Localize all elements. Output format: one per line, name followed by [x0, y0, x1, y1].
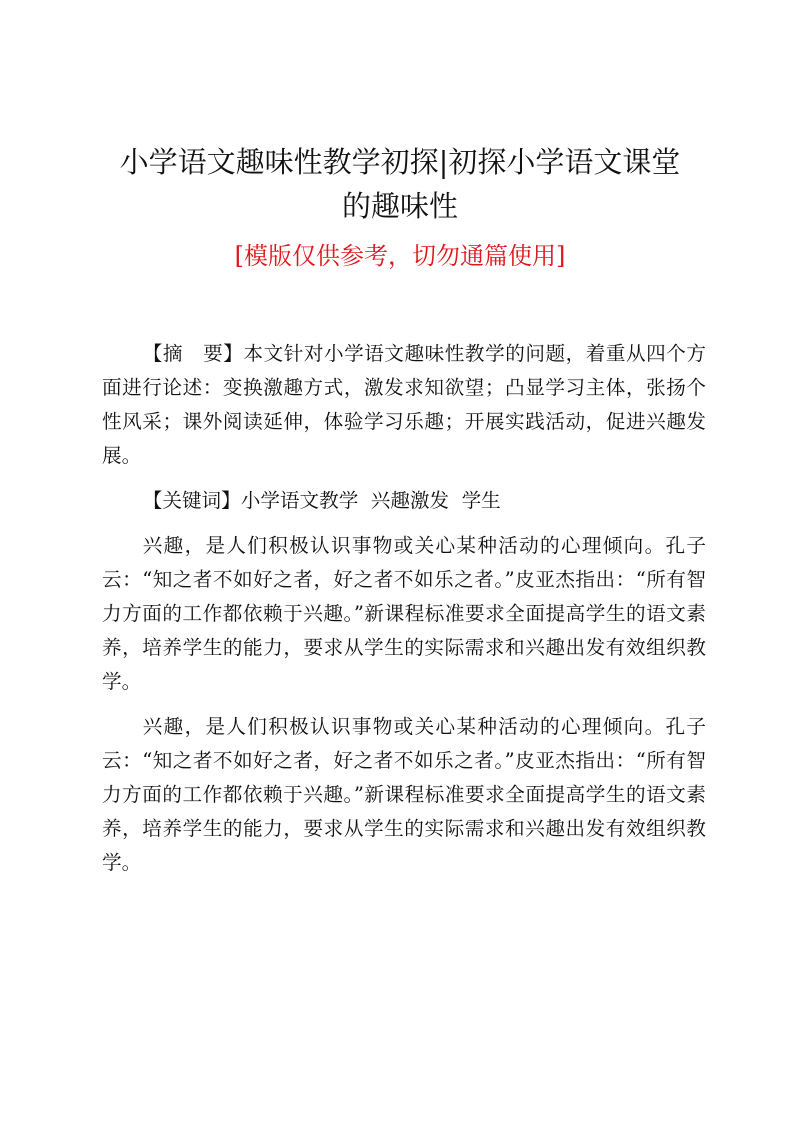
template-notice: [模版仅供参考，切勿通篇使用] [234, 242, 566, 270]
page-title [95, 140, 705, 228]
title-line-1: 小学语文趣味性教学初探|初探小学语文课堂 [119, 145, 681, 179]
abstract-label: 【摘 要】 [142, 342, 244, 365]
keywords-paragraph [102, 484, 706, 518]
title-line-2: 的趣味性 [341, 189, 458, 223]
keywords-text: 小学语文教学 兴趣激发 学生 [240, 489, 501, 512]
abstract-text: 本文针对小学语文趣味性教学的问题，着重从四个方面进行论述：变换激趣方式，激发求知欲望；凸显学习主体，张扬个性风采；课外阅读延伸，体验学习乐趣；开展实践活动，促进兴趣发展。 [102, 342, 707, 467]
abstract-paragraph [102, 337, 706, 473]
keywords-label: 【关键词】 [142, 489, 241, 512]
body-paragraph-1: 兴趣，是人们积极认识事物或关心某种活动的心理倾向。孔子云：“知之者不如好之者，好之者不如乐之者。”皮亚杰指出：“所有智力方面的工作都依赖于兴趣。”新课程标准要求全面提高学生的语文素养，培养学生的能力，要求从学生的实际需求和兴趣出发有效组织教学。 [102, 534, 706, 693]
body-paragraph-2: 兴趣，是人们积极认识事物或关心某种活动的心理倾向。孔子云：“知之者不如好之者，好之者不如乐之者。”皮亚杰指出：“所有智力方面的工作都依赖于兴趣。”新课程标准要求全面提高学生的语文素养，培养学生的能力，要求从学生的实际需求和兴趣出发有效组织教学。 [102, 715, 706, 874]
document-body [102, 337, 706, 891]
